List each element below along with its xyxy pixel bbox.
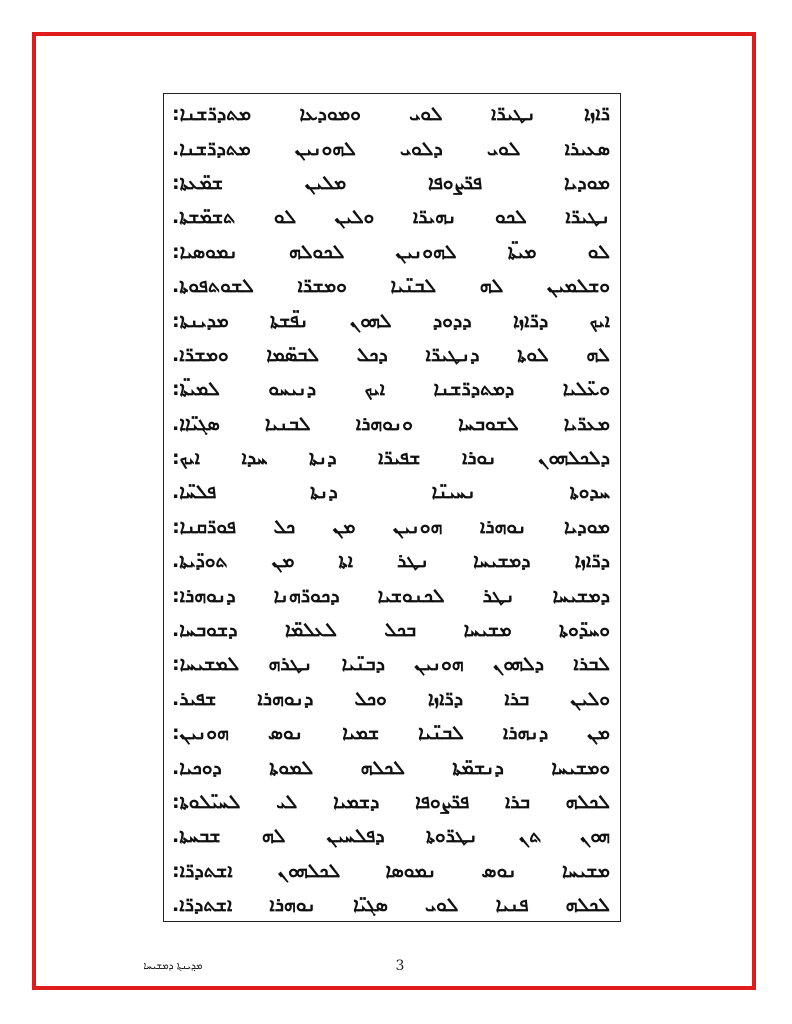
verse-word: ܠܘܝ [409, 103, 443, 126]
verse-word: ܕܘܟܝܐ. [172, 756, 222, 779]
verse-word: ܕܕܘܕ [432, 309, 472, 332]
verse-word: ܦܪ̈ܨܘܦܐ [428, 171, 483, 194]
verse-word: ܢܘܪܐ [461, 447, 497, 470]
verse-word: ܡܘܕܝܐ [564, 515, 610, 538]
verse-word: ܐܝܟ [589, 309, 610, 332]
verse-line [172, 303, 610, 337]
verse-word: ܠܟܘ [495, 206, 527, 229]
verse-word: ܕܢܛܝܪ̈ܐ [425, 343, 480, 366]
verse-word: ܠܒܢܝܐ [264, 412, 311, 435]
verse-line [172, 716, 610, 750]
verse-word: ܘܫܠܡܝܢ [546, 275, 610, 298]
verse-word: ܢܡܘܣܐ [385, 859, 437, 882]
verse-word: ܠܘܝ [425, 894, 459, 917]
verse-word: ܡܬܕܪ̈ܫܢܐ. [172, 137, 251, 160]
verse-word: ܠܟܢܘܫܝܐ [377, 584, 445, 607]
verse-word: ܠܡܫܝܚܐ: [172, 653, 240, 676]
verse-word: ܕܡܫܝܚܐ [552, 584, 610, 607]
verse-line [172, 338, 610, 372]
verse-line [172, 578, 610, 612]
verse-word: ܟܠ [273, 515, 296, 538]
verse-line [172, 97, 610, 131]
verse-line [172, 407, 610, 441]
verse-word: ܦܪ̈ܨܘܦܐ [415, 791, 470, 813]
verse-word: ܠܘ [273, 206, 297, 229]
verse-word: ܢܡܘܣܝܐ: [172, 240, 238, 263]
verse-word: ܠܚܝ̈ܠܘܬܐ: [172, 791, 241, 813]
verse-word: ܢܘܣ [481, 859, 517, 882]
verse-line [172, 269, 610, 303]
verse-word: ܫܡ̈ܥܬܐ: [172, 171, 224, 194]
verse-word: ܕܠܗܘܢ [492, 653, 545, 676]
verse-word: ܒܪܐ [504, 791, 530, 813]
verse-word: ܠܫܘܬܦܘܬܐ. [172, 275, 254, 298]
verse-line [172, 235, 610, 269]
verse-word: ܠܝ [276, 791, 298, 813]
verse-word: ܚܕܐ [241, 447, 268, 470]
verse-word: ܪ̈ܐܙܐ [584, 103, 610, 126]
verse-word: ܠܒܢ̈ܝܐ [390, 275, 437, 298]
verse-word: ܘܟܠ [354, 687, 387, 710]
verse-line [172, 854, 610, 888]
verse-word: ܕܠܟܠܗܘܢ [538, 447, 610, 470]
text-panel [163, 93, 621, 922]
verse-word: ܠܫܘܒܚܐ [458, 412, 519, 435]
verse-word: ܡܘܕܝܐ [564, 171, 610, 194]
verse-word: ܗܘܢܝܢ [414, 653, 464, 676]
verse-word: ܠܗ [586, 343, 610, 366]
verse-word: ܣܓܝ̈ܐܐ. [172, 412, 220, 435]
verse-word: ܫܡܝܐ [342, 722, 380, 745]
verse-word: ܡܝܬ̈ܐ [507, 240, 537, 263]
verse-word: ܕܢܘܗܪܐ [257, 687, 314, 710]
verse-word: ܫܒܚܬܐ. [172, 825, 221, 848]
verse-word: ܢܛܪ [397, 550, 430, 573]
verse-word: ܕܪ̈ܐܙܐ [574, 550, 610, 573]
verse-line [172, 475, 610, 509]
verse-line [172, 372, 610, 406]
verse-word: ܢܛܪ̈ܘܬܐ [425, 825, 478, 848]
verse-word: ܢܛܝܪ̈ܐ [491, 103, 536, 126]
verse-line [172, 647, 610, 681]
verse-line [172, 750, 610, 784]
page-number: 3 [395, 958, 405, 974]
verse-line [172, 819, 610, 853]
verse-word: ܠܒܢ̈ܝܐ [418, 722, 464, 745]
verse-word: ܒܟܠ [384, 619, 417, 642]
verse-word: ܠܗ [261, 825, 286, 848]
verse-word: ܠܟܠܗ [360, 756, 405, 779]
verse-line [172, 613, 610, 647]
verse-word: ܐܫܬܕܪ̈ܐ: [172, 859, 233, 882]
verse-word: ܢܘܗܪܐ [479, 515, 527, 538]
verse-word: ܕܫܘܒܚܐ. [172, 619, 238, 642]
verse-word: ܠܗܘܢ [349, 309, 392, 332]
verse-line [172, 544, 610, 578]
verse-word: ܠܡܘܬܐ [269, 756, 314, 779]
verse-word: ܠܥܠܡ̈ܐ [284, 619, 337, 642]
verse-word: ܕܡܬܕܪ̈ܫܢܐ [433, 378, 515, 401]
verse-word: ܕܠܘܝ [400, 137, 443, 160]
verse-word: ܚܕܘܬܐ [569, 481, 610, 504]
verse-word: ܫܦܝܪ. [172, 687, 217, 710]
verse-word: ܗܘܢܝܢ: [172, 722, 229, 745]
verse-word: ܕܒܢ̈ܝܐ [341, 653, 386, 676]
verse-word: ܕܡܫܝܚܐ [473, 550, 531, 573]
verse-line [172, 131, 610, 165]
verse-word: ܘܠܝܢ [570, 687, 610, 710]
verse-word: ܬܘܕ̈ܝܬܐ. [172, 550, 228, 573]
verse-word: ܬܢ [518, 825, 539, 848]
verse-word: ܕܟܘܪ̈ܗܢܐ [273, 584, 340, 607]
verse-word: ܡܢ [332, 515, 356, 538]
verse-word: ܕܫܡܝܐ [333, 791, 380, 813]
verse-word: ܠܗܘܢܝܢ [395, 240, 457, 263]
verse-line [172, 682, 610, 716]
verse-word: ܡܕܝܢܬܐ: [172, 309, 229, 332]
verse-word: ܗܘܢܝܢ [393, 515, 443, 538]
verse-word: ܠܘܝ [487, 137, 521, 160]
verse-word: ܠܟܠܗ [565, 791, 610, 813]
verse-word: ܕܪ̈ܐܙܐ [427, 687, 464, 710]
verse-word: ܕܢܝܚܘ [268, 378, 317, 401]
verse-word: ܠܒܣ̈ܡܐ [266, 343, 320, 366]
verse-line [172, 785, 610, 819]
verse-word: ܦܢܝܐ [495, 894, 529, 917]
verse-word: ܢܦ̈ܫܬܐ [270, 309, 309, 332]
verse-word: ܘܡܘܕܥܐ [299, 103, 361, 126]
verse-line [172, 510, 610, 544]
verse-word: ܬܫܡ̈ܫܬܐ. [172, 206, 236, 229]
verse-word: ܕܦܠܚܝܢ [326, 825, 385, 848]
verse-line [172, 441, 610, 475]
verse-word: ܕܢܬܐ [309, 447, 337, 470]
verse-word: ܠܡܝܬ̈ܐ: [172, 378, 220, 401]
verse-word: ܢܚܝܢ̈ܐ [431, 481, 476, 504]
verse-word: ܢܘܣ [267, 722, 304, 745]
verse-word: ܘܡܫܪ̈ܐ [297, 275, 347, 298]
verse-word: ܕܢܘܗܪܐ: [172, 584, 236, 607]
verse-word: ܢܛܝܪ̈ܐ [565, 206, 610, 229]
verse-word: ܘܚܕ̈ܘܬܐ [559, 619, 610, 642]
verse-word: ܐܝܟ: [172, 447, 201, 470]
verse-line [172, 888, 610, 922]
verse-word: ܠܟܘܠܗ [288, 240, 345, 263]
verse-word: ܡܫܝܚܐ [463, 619, 512, 642]
verse-word: ܕܪ̈ܐܙܐ [512, 309, 549, 332]
verse-word: ܘܢܘܗܪܐ [355, 412, 413, 435]
verse-word: ܦܠܚ̈ܐ. [172, 481, 217, 504]
verse-word: ܐܫܬܕܪ̈ܐ. [172, 894, 233, 917]
verse-line [172, 166, 610, 200]
verse-word: ܕܟܠ [356, 343, 388, 366]
verse-word: ܫܦܝܪ̈ܐ [378, 447, 421, 470]
verse-word: ܠܗܘܢܝܢ [294, 137, 356, 160]
verse-word: ܠܟܠܗܘܢ [277, 859, 341, 882]
verse-word: ܦܘܪ̈ܩܢܐ: [172, 515, 237, 538]
verse-word: ܘܠܝܢ [334, 206, 375, 229]
verse-word: ܐܬܐ [338, 550, 353, 573]
verse-word: ܘܡܫܝܚܐ [551, 756, 610, 779]
verse-word: ܕܢܗܪܐ [502, 722, 549, 745]
verse-word: ܘܡܫܪ̈ܐ. [172, 343, 229, 366]
verse-word: ܢܘܗܪܐ [269, 894, 316, 917]
verse-word: ܡܠܝܢ [304, 171, 347, 194]
verse-word: ܣܓܝ̈ܐ [353, 894, 388, 917]
verse-word: ܠܟܠܗ [565, 894, 610, 917]
verse-word: ܡܥܪ̈ܝܐ [563, 412, 610, 435]
verse-word: ܘܥ̈ܠܝܐ [562, 378, 610, 401]
verse-word: ܕܢܫܡ̈ܬܐ [452, 756, 504, 779]
verse-word: ܡܢ [271, 550, 295, 573]
verse-word: ܐܝܟ [364, 378, 385, 401]
verse-word: ܢܗܝܪ̈ܐ [412, 206, 457, 229]
verse-word: ܢܛܪܗ [268, 653, 313, 676]
verse-word: ܠܘܬܐ [517, 343, 549, 366]
verse-word: ܠܗ [479, 275, 504, 298]
verse-word: ܡܫܝܚܐ [561, 859, 610, 882]
footer-title: ܡܕ݂ܝܢܬ݂ܐ ܕܡܫܝܚܐ [143, 961, 203, 972]
verse-word: ܢܛܪ [482, 584, 515, 607]
verse-word: ܒܪܐ [504, 687, 530, 710]
verse-word: ܣܥܝܪܐ [564, 137, 610, 160]
verse-word: ܠܒܪܐ [573, 653, 610, 676]
verse-word: ܗܘܢ [579, 825, 610, 848]
verse-word: ܠܘ [587, 240, 610, 263]
verse-word: ܡܢ [587, 722, 610, 745]
verse-line [172, 200, 610, 234]
verse-word: ܡܬܕܪ̈ܫܢܐ: [172, 103, 252, 126]
verse-word: ܕܢܬܐ [310, 481, 338, 504]
